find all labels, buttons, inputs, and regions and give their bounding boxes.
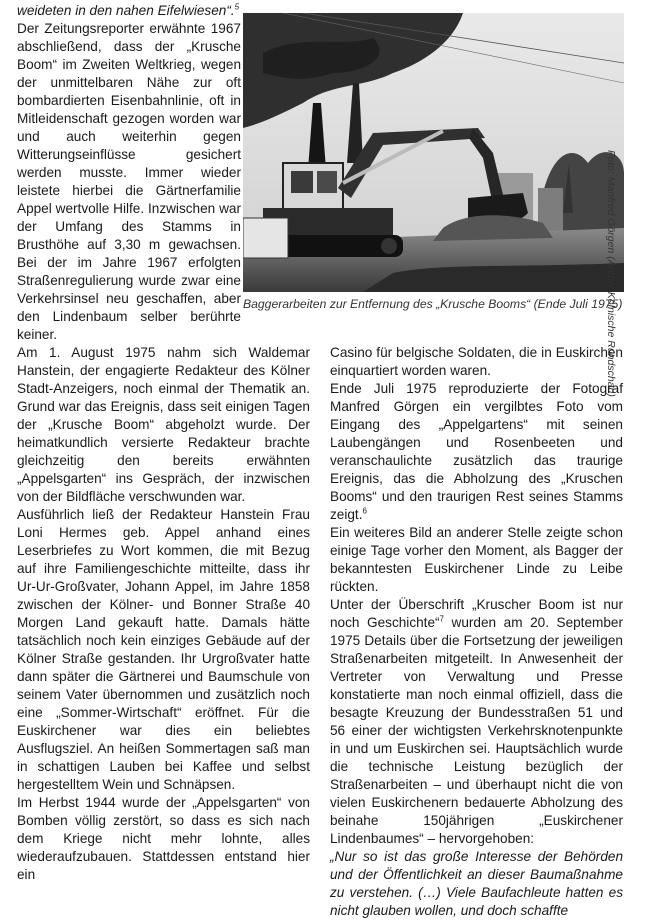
footnote-ref: 5 xyxy=(234,2,240,12)
paragraph-text: Ende Juli 1975 reproduzierte der Fotograf Manfred Görgen ein vergilbtes Foto vom Eingang des „Appelgartens“ mit seinen Laubengängen und Rosenbeeten und veranschaulichte zusätzlich das traurige Ereignis, das die Abholzung des „Kruschen Booms“ und den traurigen Rest seines Stamms zeigt. xyxy=(330,381,623,522)
paragraph-text: Casino für belgische Soldaten, die in Euskirchen einquartiert worden waren. xyxy=(330,345,623,378)
paragraph-text: wurden am 20. September 1975 Details über die Fortsetzung der jeweiligen Straßenarbeiten mitgeteilt. In Anwesenheit der Vertreter von Verwaltung und Presse konstatierte man noch einmal offiziell, dass die besagte Kreuzung der Bundesstraßen 51 und 56 einer der wichtigsten Verkehrsknotenpunkte in und um Euskirchen sei. Hauptsächlich wurde die technische Leistung bezüglich der Straßenarbeiten – und überhaupt nicht die von vielen Euskirchenern bedauerte Abholzung des beinahe 150jährigen „Euskirchener Lindenbaumes“ – hervorgehoben: xyxy=(330,615,623,846)
paragraph xyxy=(330,380,623,524)
paragraph xyxy=(330,596,623,848)
paragraph xyxy=(330,344,623,380)
figure-caption: Baggerarbeiten zur Entfernung des „Krusche Booms“ (Ende Juli 1975) xyxy=(243,297,623,311)
article-column-left-top xyxy=(17,2,241,344)
footnote-ref: 6 xyxy=(362,506,367,516)
paragraph-text: Am 1. August 1975 nahm sich Waldemar Hanstein, der engagierte Redakteur des Kölner Stadt-Anzeigers, noch einmal der Thematik an. Grund war das Ereignis, dass seit einigen Tagen der „Krusche Boom“ abgeholzt wurde. Der heimatkundlich versierte Redakteur brachte gleichzeitig den bereits erwähnten „Appelsgarten“ ins Gespräch, der inzwischen von der Bildfläche verschwunden war. xyxy=(17,345,310,504)
paragraph xyxy=(17,20,241,344)
paragraph xyxy=(330,524,623,596)
paragraph-text: „Nur so ist das große Interesse der Behörden und der Öffentlichkeit an dieser Baumaßnahme zu verstehen. (…) Viele Baufachleute hatten es nicht glauben wollen, und doch schaffte xyxy=(330,849,623,918)
paragraph xyxy=(17,794,310,884)
paragraph xyxy=(330,848,623,920)
footnote-ref: 7 xyxy=(439,614,444,624)
paragraph xyxy=(17,506,310,794)
paragraph xyxy=(17,2,241,20)
paragraph xyxy=(17,344,310,506)
excavator-illustration xyxy=(243,13,624,292)
article-column-right xyxy=(330,344,623,920)
paragraph-text: Ausführlich ließ der Redakteur Hanstein Frau Loni Hermes geb. Appel anhand eines Leserbriefes zu Wort kommen, die mit Bezug auf ihre Familiengeschichte mitteilte, dass ihr Ur-Ur-Großvater, Johann Appel, im Jahre 1858 zwischen der Kölner- und Bonner Straße 40 Morgen Land gekauft hatte. Damals hätte tatsächlich noch kein einziges Gebäude auf der Kölner Straße gestanden. Ihr Urgroßvater hatte dann später die Gärtnerei und Baumschule von seinem Vater übernommen und zusätzlich noch eine „Sommer-Wirtschaft“ eröffnet. Für die Euskirchener war dies ein beliebtes Ausflugsziel. An heißen Sommertagen saß man in schattigen Lauben bei Kaffee und selbst hergestelltem Wein und Schnäpsen. xyxy=(17,507,310,792)
photo-credit: Foto: Manfred Görgen (Archiv Kölnische Rundschau) xyxy=(605,150,617,397)
paragraph-text: Ein weiteres Bild an anderer Stelle zeigte schon einige Tage vorher den Moment, als Bagger der bekanntesten Euskirchener Linde zu Leibe rückten. xyxy=(330,525,623,594)
excavator-photo xyxy=(243,13,624,292)
paragraph-text: Der Zeitungsreporter erwähnte 1967 abschließend, dass der „Krusche Boom“ im Zweiten Weltkrieg, wegen der unmittelbaren Nähe zur oft bombardierten Eisenbahnlinie, oft in Mitleidenschaft gezogen worden war und auch weiterhin gegen Witterungseinflüsse gesichert werden musste. Immer wieder leistete hierbei die Gärtnerfamilie Appel wertvolle Hilfe. Inzwischen war der Umfang des Stamms in Brusthöhe auf 3,30 m gewachsen. Bei der im Jahre 1967 erfolgten Straßenregulierung wurde zwar eine Verkehrsinsel neu geschaffen, aber den Lindenbaum selber berührte keiner. xyxy=(17,21,241,342)
paragraph-text: Im Herbst 1944 wurde der „Appelsgarten“ von Bomben völlig zerstört, so dass es sich nach dem Kriege nicht mehr lohnte, alles wiederaufzubauen. Stattdessen entstand hier ein xyxy=(17,795,310,882)
paragraph-text: Unter der Überschrift „Kruscher Boom ist nur noch Geschichte“ xyxy=(330,597,623,630)
article-column-left xyxy=(17,344,310,884)
paragraph-text: weideten in den nahen Eifelwiesen“. xyxy=(17,3,235,18)
